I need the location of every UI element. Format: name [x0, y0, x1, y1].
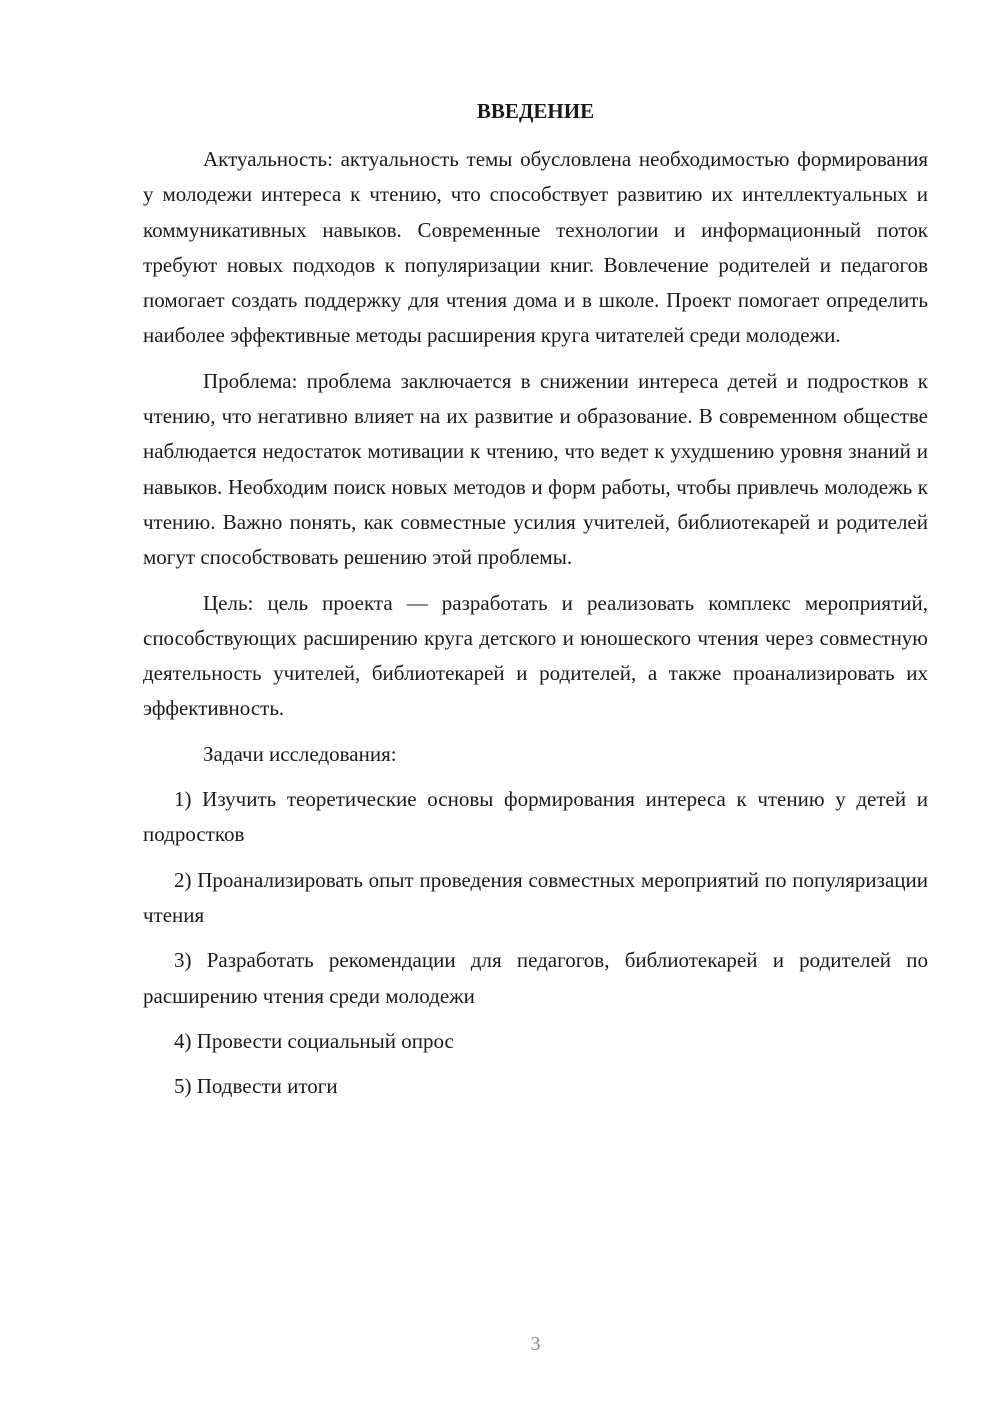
section-body: [143, 142, 928, 1114]
paragraph-problem: Проблема: проблема заключается в снижении интереса детей и подростков к чтению, что негативно влияет на их развитие и образование. В современном обществе наблюдается недостаток мотивации к чтению, что ведет к ухудшению уровня знаний и навыков. Необходим поиск новых методов и форм работы, чтобы привлечь молодежь к чтению. Важно понять, как совместные усилия учителей, библиотекарей и родителей могут способствовать решению этой проблемы.: [143, 368, 928, 570]
task-item: 1) Изучить теоретические основы формирования интереса к чтению у детей и подростков: [143, 787, 928, 847]
task-item: 4) Провести социальный опрос: [174, 1028, 454, 1053]
task-item: 5) Подвести итоги: [174, 1074, 338, 1099]
document-page: [143, 0, 928, 1414]
task-item: 2) Проанализировать опыт проведения совместных мероприятий по популяризации чтения: [143, 867, 928, 927]
paragraph-goal: Цель: цель проекта — разработать и реализовать комплекс мероприятий, способствующих расширению круга детского и юношеского чтения через совместную деятельность учителей, библиотекарей и родителей, а также проанализировать их эффективность.: [143, 590, 928, 721]
section-heading: ВВЕДЕНИЕ: [476, 99, 595, 123]
paragraph-tasks-intro: Задачи исследования:: [203, 741, 397, 766]
page-number: 3: [530, 1333, 541, 1355]
paragraph-relevance: Актуальность: актуальность темы обусловлена необходимостью формирования у молодежи интереса к чтению, что способствует развитию их интеллектуальных и коммуникативных навыков. Современные технологии и информационный поток требуют новых подходов к популяризации книг. Вовлечение родителей и педагогов помогает создать поддержку для чтения дома и в школе. Проект помогает определить наиболее эффективные методы расширения круга читателей среди молодежи.: [143, 147, 928, 348]
task-item: 3) Разработать рекомендации для педагогов, библиотекарей и родителей по расширению чтения среди молодежи: [143, 948, 928, 1008]
